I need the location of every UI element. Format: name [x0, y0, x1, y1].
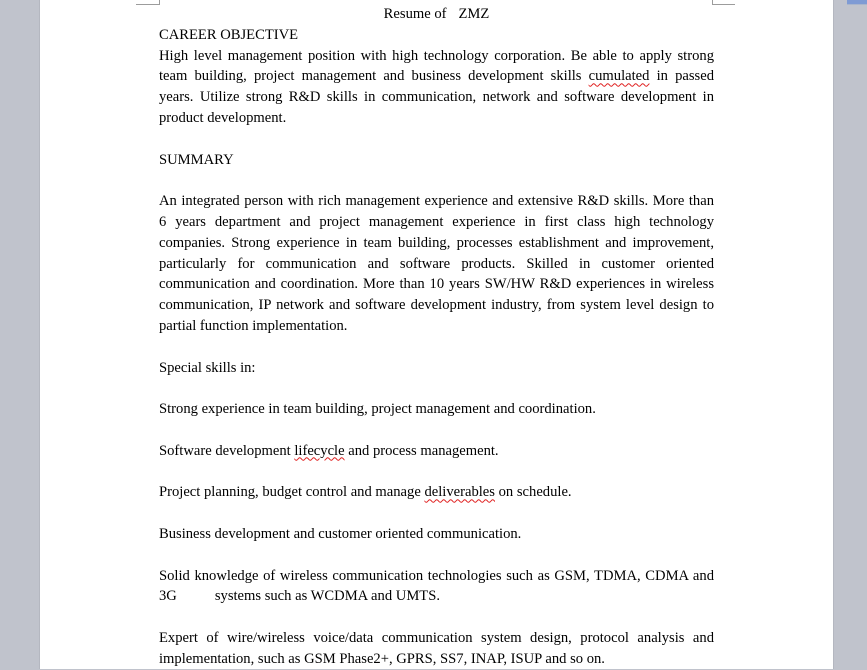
summary-heading: SUMMARY	[159, 151, 234, 168]
skill-item-wireless-line1: Solid knowledge of wireless communication technologies such as GSM, TDMA, CDMA and	[159, 567, 714, 584]
skill-text: on schedule.	[494, 484, 572, 501]
skill-item	[159, 482, 714, 503]
skill-item-expert-line1: Expert of wire/wireless voice/data communication system design, protocol analysis and	[159, 629, 714, 646]
skill-item	[159, 399, 714, 420]
spellcheck-flagged-word[interactable]: deliverables	[424, 484, 495, 501]
career-objective-text-part: in passed years. Utilize strong R&D skills in communication, network and software development in product development.	[159, 68, 714, 126]
document-body[interactable]	[159, 4, 714, 670]
skill-item-wireless-line2	[159, 586, 714, 607]
resume-title	[159, 4, 714, 25]
career-objective-heading: CAREER OBJECTIVE	[159, 26, 299, 43]
title-prefix: Resume of	[383, 6, 447, 22]
spellcheck-flagged-word[interactable]: lifecycle	[294, 442, 345, 459]
skill-text: Project planning, budget control and manage	[159, 484, 425, 501]
skill-text: Strong experience in team building, project management and coordination.	[159, 401, 596, 418]
skill-text: 3G	[159, 588, 177, 605]
career-objective-text	[159, 46, 714, 129]
spellcheck-flagged-word[interactable]: cumulated	[588, 68, 650, 85]
skill-text: Software development	[159, 442, 295, 459]
crop-mark-top-right-horizontal	[712, 4, 735, 5]
career-objective-text-part: High level management position with high technology corporation. Be able to apply strong team building, project management and business development skills	[159, 47, 714, 85]
skill-item-expert-line2: implementation, such as GSM Phase2+, GPRS, SS7, INAP, ISUP and so on.	[159, 650, 605, 667]
skill-item	[159, 524, 714, 545]
special-skills-heading: Special skills in:	[159, 359, 256, 376]
crop-mark-top-left-horizontal	[136, 4, 159, 5]
scrollbar-thumb[interactable]	[847, 0, 867, 5]
title-name: ZMZ	[458, 6, 490, 22]
summary-text: An integrated person with rich management experience and extensive R&D skills. More than 6 years department and project management experience in first class high technology companies. Strong experience in team building, processes establishment and improvement, particularly for communication and software products. Skilled in customer oriented communication and coordination. More than 10 years SW/HW R&D experiences in wireless communication, IP network and software development industry, from system level design to partial function implementation.	[159, 193, 714, 334]
skill-text: Business development and customer oriented communication.	[159, 525, 522, 542]
skill-text: and process management.	[344, 442, 499, 459]
skill-item	[159, 441, 714, 462]
skill-text: systems such as WCDMA and UMTS.	[214, 588, 440, 605]
